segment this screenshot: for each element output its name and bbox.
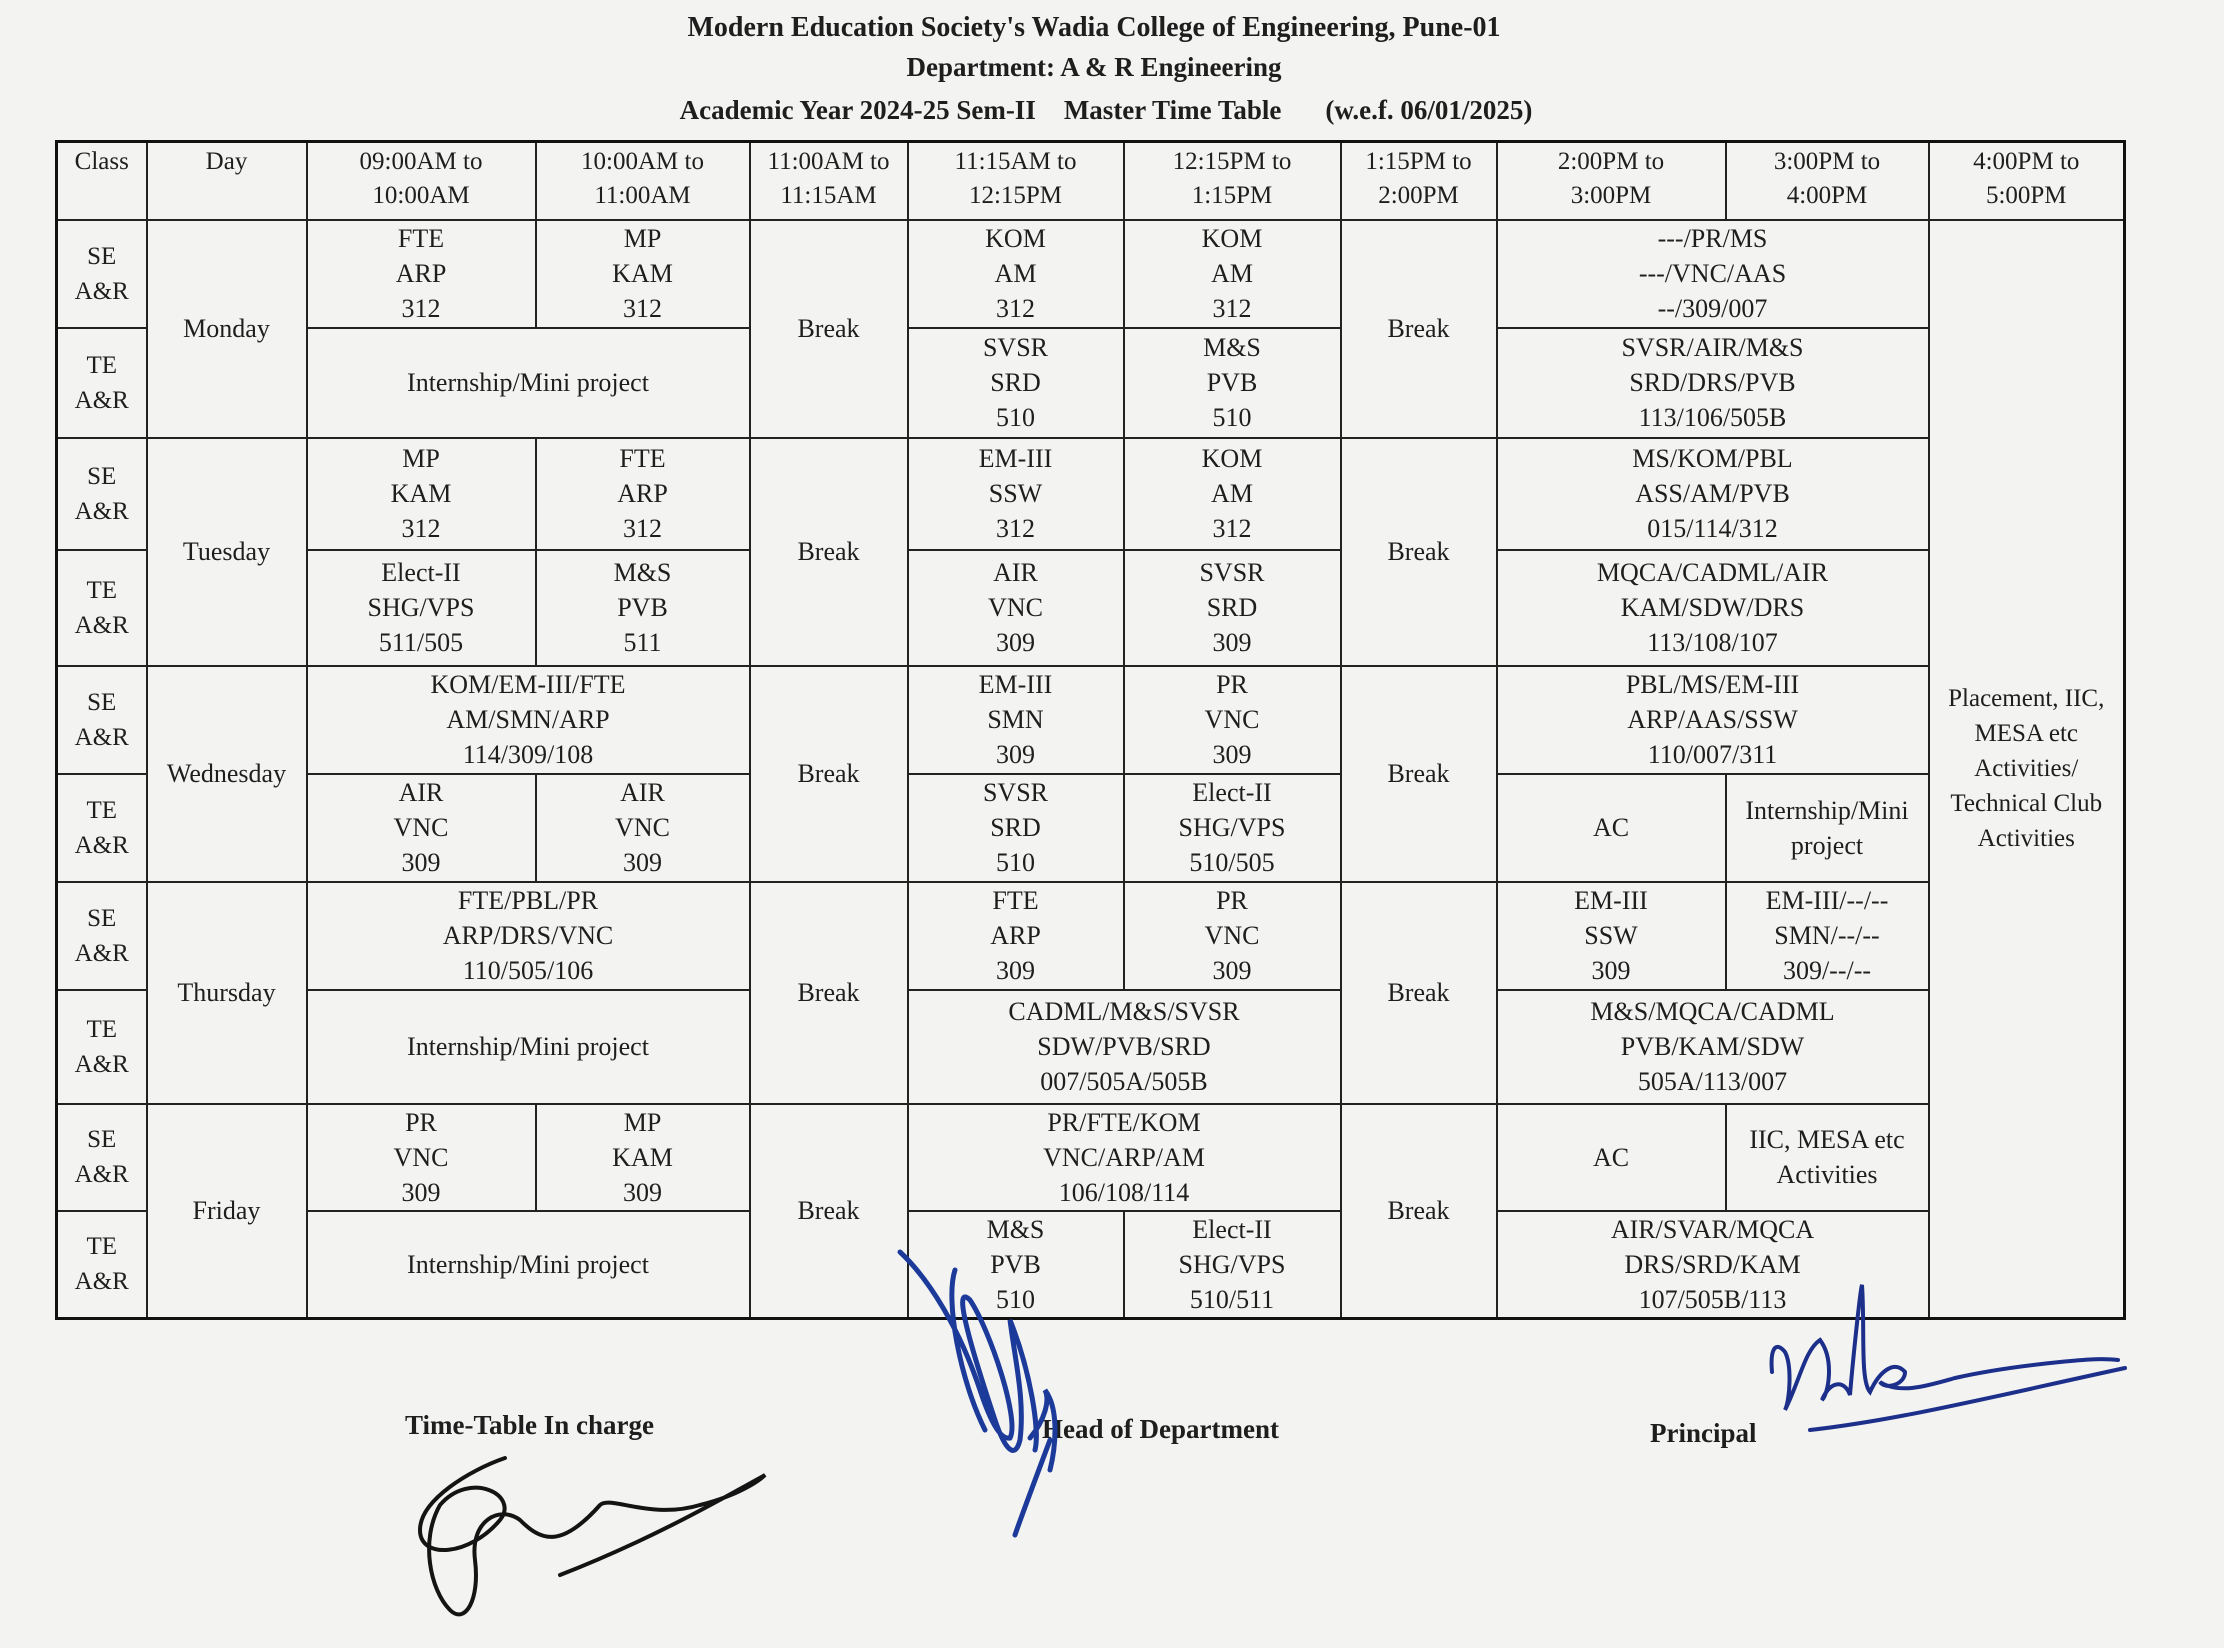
- hod-caption: Head of Department: [1042, 1414, 1279, 1444]
- department-title: Department: A & R Engineering: [906, 52, 1282, 82]
- friday-break-1: Break: [750, 1104, 908, 1319]
- friday-se-slot-2: MP KAM 309: [536, 1104, 750, 1211]
- principal-caption: Principal: [1650, 1418, 1757, 1448]
- wednesday-te-slot-1: AIR VNC 309: [307, 774, 536, 882]
- thursday-te-slot-7-8: M&S/MQCA/CADML PVB/KAM/SDW 505A/113/007: [1497, 990, 1929, 1104]
- class-se: SE A&R: [57, 438, 147, 550]
- class-te: TE A&R: [57, 550, 147, 666]
- friday-te-slot-7-8: AIR/SVAR/MQCA DRS/SRD/KAM 107/505B/113: [1497, 1211, 1929, 1319]
- col-header-class: Class: [57, 142, 147, 220]
- col-header-slot-4: 11:15AM to 12:15PM: [908, 142, 1124, 220]
- thursday-se-slot-8: EM-III/--/-- SMN/--/-- 309/--/--: [1726, 882, 1929, 990]
- tuesday-se-slot-4: EM-III SSW 312: [908, 438, 1124, 550]
- friday-se-slot-4-5: PR/FTE/KOM VNC/ARP/AM 106/108/114: [908, 1104, 1341, 1211]
- thursday-te-slot-4-5: CADML/M&S/SVSR SDW/PVB/SRD 007/505A/505B: [908, 990, 1341, 1104]
- col-header-slot-1: 09:00AM to 10:00AM: [307, 142, 536, 220]
- col-header-slot-6: 1:15PM to 2:00PM: [1341, 142, 1497, 220]
- thursday-se-slot-1-2: FTE/PBL/PR ARP/DRS/VNC 110/505/106: [307, 882, 750, 990]
- day-friday: Friday: [147, 1104, 307, 1319]
- class-te: TE A&R: [57, 774, 147, 882]
- tuesday-te-slot-4: AIR VNC 309: [908, 550, 1124, 666]
- monday-se-slot-2: MP KAM 312: [536, 220, 750, 328]
- friday-se-slot-8: IIC, MESA etc Activities: [1726, 1104, 1929, 1211]
- class-se: SE A&R: [57, 1104, 147, 1211]
- monday-te-slot-1-2: Internship/Mini project: [307, 328, 750, 438]
- class-se: SE A&R: [57, 220, 147, 328]
- col-header-slot-8: 3:00PM to 4:00PM: [1726, 142, 1929, 220]
- master-timetable-label: Master Time Table: [1063, 95, 1282, 125]
- day-monday: Monday: [147, 220, 307, 438]
- tuesday-se-slot-5: KOM AM 312: [1124, 438, 1341, 550]
- monday-break-1: Break: [750, 220, 908, 438]
- class-se: SE A&R: [57, 882, 147, 990]
- academic-year: Academic Year 2024-25 Sem-II: [679, 95, 1036, 125]
- class-se: SE A&R: [57, 666, 147, 774]
- wednesday-te-slot-7: AC: [1497, 774, 1726, 882]
- wednesday-te-slot-5: Elect-II SHG/VPS 510/505: [1124, 774, 1341, 882]
- tuesday-te-slot-2: M&S PVB 511: [536, 550, 750, 666]
- thursday-se-slot-5: PR VNC 309: [1124, 882, 1341, 990]
- monday-se-slot-7-8: ---/PR/MS ---/VNC/AAS --/309/007: [1497, 220, 1929, 328]
- col-header-day: Day: [147, 142, 307, 220]
- wednesday-se-slot-1-2: KOM/EM-III/FTE AM/SMN/ARP 114/309/108: [307, 666, 750, 774]
- class-te: TE A&R: [57, 1211, 147, 1319]
- hod-signature: [900, 1252, 1055, 1535]
- col-header-slot-7: 2:00PM to 3:00PM: [1497, 142, 1726, 220]
- friday-te-slot-1-2: Internship/Mini project: [307, 1211, 750, 1319]
- monday-se-slot-4: KOM AM 312: [908, 220, 1124, 328]
- monday-te-slot-7-8: SVSR/AIR/M&S SRD/DRS/PVB 113/106/505B: [1497, 328, 1929, 438]
- tuesday-break-1: Break: [750, 438, 908, 666]
- friday-break-2: Break: [1341, 1104, 1497, 1319]
- afternoon-activities: Placement, IIC, MESA etc Activities/ Technical Club Activities: [1929, 220, 2125, 1319]
- timetable-incharge-signature: [420, 1458, 765, 1614]
- thursday-break-2: Break: [1341, 882, 1497, 1104]
- day-wednesday: Wednesday: [147, 666, 307, 882]
- friday-te-slot-4: M&S PVB 510: [908, 1211, 1124, 1319]
- friday-se-slot-7: AC: [1497, 1104, 1726, 1211]
- monday-te-slot-4: SVSR SRD 510: [908, 328, 1124, 438]
- class-te: TE A&R: [57, 328, 147, 438]
- wednesday-se-slot-7-8: PBL/MS/EM-III ARP/AAS/SSW 110/007/311: [1497, 666, 1929, 774]
- effective-date: (w.e.f. 06/01/2025): [1325, 95, 1533, 125]
- institution-title: Modern Education Society's Wadia College of Engineering, Pune-01: [687, 12, 1501, 43]
- timetable-incharge-caption: Time-Table In charge: [405, 1410, 655, 1440]
- tuesday-break-2: Break: [1341, 438, 1497, 666]
- tuesday-se-slot-2: FTE ARP 312: [536, 438, 750, 550]
- class-te: TE A&R: [57, 990, 147, 1104]
- tuesday-se-slot-1: MP KAM 312: [307, 438, 536, 550]
- friday-se-slot-1: PR VNC 309: [307, 1104, 536, 1211]
- friday-te-slot-5: Elect-II SHG/VPS 510/511: [1124, 1211, 1341, 1319]
- thursday-te-slot-1-2: Internship/Mini project: [307, 990, 750, 1104]
- wednesday-te-slot-8: Internship/Mini project: [1726, 774, 1929, 882]
- monday-te-slot-5: M&S PVB 510: [1124, 328, 1341, 438]
- tuesday-se-slot-7-8: MS/KOM/PBL ASS/AM/PVB 015/114/312: [1497, 438, 1929, 550]
- col-header-slot-9: 4:00PM to 5:00PM: [1929, 142, 2125, 220]
- col-header-slot-5: 12:15PM to 1:15PM: [1124, 142, 1341, 220]
- wednesday-break-2: Break: [1341, 666, 1497, 882]
- wednesday-se-slot-4: EM-III SMN 309: [908, 666, 1124, 774]
- tuesday-te-slot-7-8: MQCA/CADML/AIR KAM/SDW/DRS 113/108/107: [1497, 550, 1929, 666]
- tuesday-te-slot-5: SVSR SRD 309: [1124, 550, 1341, 666]
- thursday-se-slot-4: FTE ARP 309: [908, 882, 1124, 990]
- wednesday-break-1: Break: [750, 666, 908, 882]
- tuesday-te-slot-1: Elect-II SHG/VPS 511/505: [307, 550, 536, 666]
- col-header-slot-3: 11:00AM to 11:15AM: [750, 142, 908, 220]
- wednesday-se-slot-5: PR VNC 309: [1124, 666, 1341, 774]
- col-header-slot-2: 10:00AM to 11:00AM: [536, 142, 750, 220]
- monday-se-slot-1: FTE ARP 312: [307, 220, 536, 328]
- day-tuesday: Tuesday: [147, 438, 307, 666]
- monday-break-2: Break: [1341, 220, 1497, 438]
- wednesday-te-slot-2: AIR VNC 309: [536, 774, 750, 882]
- day-thursday: Thursday: [147, 882, 307, 1104]
- thursday-break-1: Break: [750, 882, 908, 1104]
- wednesday-te-slot-4: SVSR SRD 510: [908, 774, 1124, 882]
- monday-se-slot-5: KOM AM 312: [1124, 220, 1341, 328]
- thursday-se-slot-7: EM-III SSW 309: [1497, 882, 1726, 990]
- principal-signature: [1772, 1285, 2125, 1430]
